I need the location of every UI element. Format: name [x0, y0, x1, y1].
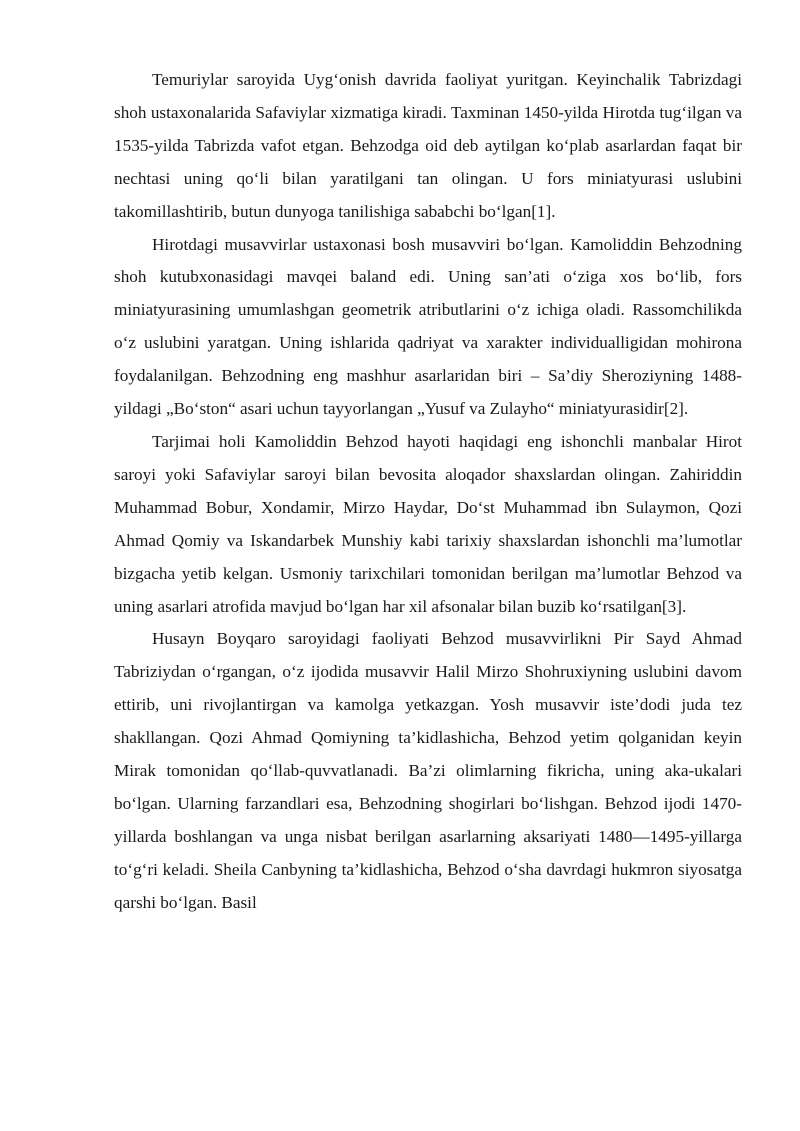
paragraph-4: Husayn Boyqaro saroyidagi faoliyati Behzod musavvirlikni Pir Sayd Ahmad Tabriziydan o‘rgangan, o‘z ijodida musavvir Halil Mirzo Shohruxiyning uslubini davom ettirib, uni rivojlantirgan va kamolga yetkazgan. Yosh musavvir iste’dodi juda tez shakllangan. Qozi Ahmad Qomiyning ta’kidlashicha, Behzod yetim qolganidan keyin Mirak tomonidan qo‘llab-quvvatlanadi. Ba’zi olimlarning fikricha, uning aka-ukalari bo‘lgan. Ularning farzandlari esa, Behzodning shogirlari bo‘lishgan. Behzod ijodi 1470-yillarda boshlangan va unga nisbat berilgan asarlarning aksariyati 1480—1495-yillarga to‘g‘ri keladi. Sheila Canbyning ta’kidlashicha, Behzod o‘sha davrdagi hukmron siyosatga qarshi bo‘lgan. Basil: [114, 629, 742, 912]
paragraph-3: Tarjimai holi Kamoliddin Behzod hayoti haqidagi eng ishonchli manbalar Hirot saroyi yoki Safaviylar saroyi bilan bevosita aloqador shaxslardan olingan. Zahiriddin Muhammad Bobur, Xondamir, Mirzo Haydar, Do‘st Muhammad ibn Sulaymon, Qozi Ahmad Qomiy va Iskandarbek Munshiy kabi tarixiy shaxslardan ishonchli ma’lumotlar bizgacha yetib kelgan. Usmoniy tarixchilari tomonidan berilgan ma’lumotlar Behzod va uning asarlari atrofida mavjud bo‘lgan har xil afsonalar bilan buzib ko‘rsatilgan[3].: [114, 431, 742, 616]
paragraph-2: Hirotdagi musavvirlar ustaxonasi bosh musavviri bo‘lgan. Kamoliddin Behzodning shoh kutubxonasidagi mavqei baland edi. Uning san’ati o‘ziga xos bo‘lib, fors miniatyurasining umumlashgan geometrik atributlarini o‘z ichiga oladi. Rassomchilikda o‘z uslubini yaratgan. Uning ishlarida qadriyat va xarakter individualligidan mohirona foydalanilgan. Behzodning eng mashhur asarlaridan biri – Sa’diy Sheroziyning 1488-yildagi „Bo‘ston“ asari uchun tayyorlangan „Yusuf va Zulayho“ miniatyurasidir[2].: [114, 234, 742, 419]
paragraph-1: Temuriylar saroyida Uyg‘onish davrida faoliyat yuritgan. Keyinchalik Tabrizdagi shoh ustaxonalarida Safaviylar xizmatiga kiradi. Taxminan 1450-yilda Hirotda tug‘ilgan va 1535-yilda Tabrizda vafot etgan. Behzodga oid deb aytilgan ko‘plab asarlardan faqat bir nechtasi uning qo‘li bilan yaratilgani tan olingan. U fors miniatyurasi uslubini takomillashtirib, butun dunyoga tanilishiga sababchi bo‘lgan[1].: [114, 70, 742, 221]
body-text: [114, 64, 742, 920]
